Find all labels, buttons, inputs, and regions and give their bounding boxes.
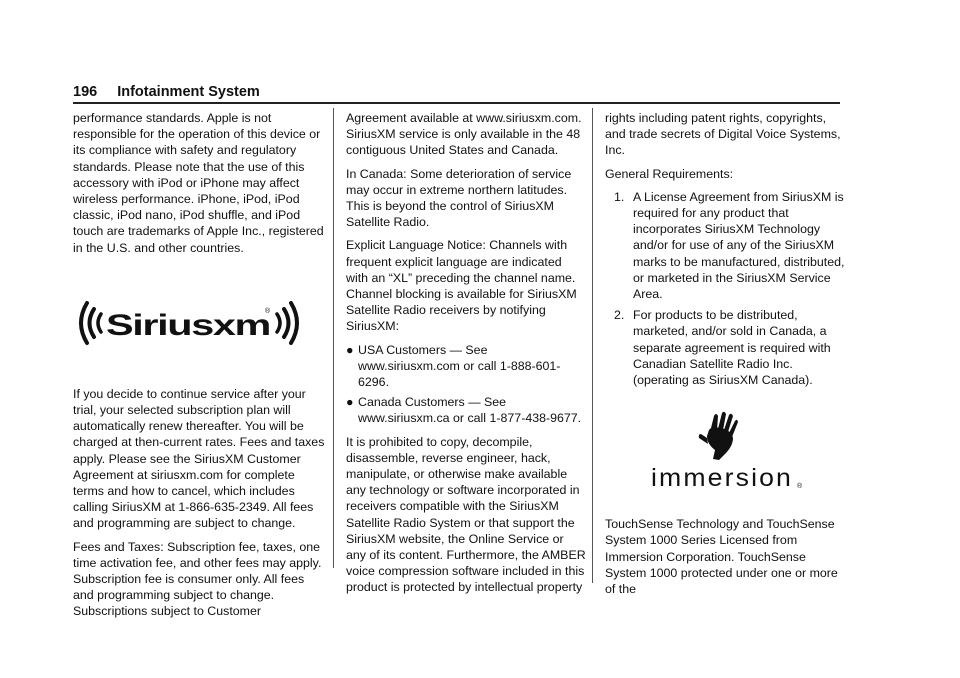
- requirements-list: [605, 189, 845, 388]
- svg-text:®: ®: [797, 483, 803, 491]
- paragraph: In Canada: Some deterioration of service may occur in extreme northern latitudes. This is beyond the control of SiriusXM Satellite Radio.: [346, 166, 572, 230]
- siriusxm-logo: [73, 294, 325, 352]
- list-item: 1. A License Agreement from SiriusXM is required for any product that incorporates SiriusXM Technology and/or for use of any of the SiriusXM marks to be manufactured, distributed, or marketed in the SiriusXM Service Area.: [614, 189, 845, 302]
- page-number: 196: [73, 84, 98, 100]
- bullet-icon: ●: [346, 342, 354, 357]
- column-1: [73, 110, 325, 627]
- bullet-list: [346, 342, 586, 427]
- bullet-icon: ●: [346, 395, 354, 410]
- paragraph: If you decide to continue service after your trial, your selected subscription plan will automatically renew thereafter. You will be charged at then-current rates. Fees and taxes apply. Please see the SiriusXM Customer Agreement at siriusxm.com for complete terms and how to cancel, which includes calling SiriusXM at 1-866-635-2349. All fees and programming are subject to change.: [73, 386, 325, 531]
- siriusxm-logo-text: Siriusxm: [106, 308, 270, 342]
- paragraph: performance standards. Apple is not responsible for the operation of this device or its compliance with safety and regulatory standards. Please note that the use of this accessory with iPod or iPhone may affect wireless performance. iPhone, iPod, iPod classic, iPod nano, iPod shuffle, and iPod touch are trademarks of Apple Inc., registered in the U.S. and other countries.: [73, 111, 324, 255]
- immersion-hand-icon: [641, 410, 809, 492]
- paragraph: Agreement available at www.siriusxm.com. SiriusXM service is only available in the 48 contiguous United States and Canada.: [346, 111, 582, 158]
- paragraph: It is prohibited to copy, decompile, disassemble, reverse engineer, hack, manipulate, or otherwise make available any technology or software incorporated in receivers compatible with the SiriusXM Satellite Radio System or that support the SiriusXM website, the Online Service or any of its content. Furthermore, the AMBER voice compression software included in this product is protected by intellectual property: [346, 434, 586, 595]
- paragraph: General Requirements:: [605, 166, 734, 181]
- list-item: ● Canada Customers — See www.siriusxm.ca or call 1-877-438-9677.: [346, 395, 582, 426]
- column-2: [346, 110, 586, 603]
- list-item: ● USA Customers — See www.siriusxm.com or call 1-888-601-6296.: [346, 342, 561, 390]
- column-divider: [333, 108, 334, 568]
- list-number: 2.: [614, 308, 625, 323]
- immersion-logo: [605, 410, 845, 492]
- list-item: 2. For products to be distributed, marketed, and/or sold in Canada, a separate agreement is required with Canadian Satellite Radio Inc. (operating as SiriusXM Canada).: [614, 308, 831, 388]
- immersion-logo-text: immersion: [651, 464, 793, 493]
- page-header: [73, 84, 260, 100]
- svg-text:®: ®: [265, 307, 271, 315]
- list-number: 1.: [614, 189, 625, 204]
- column-divider: [592, 108, 593, 583]
- paragraph: rights including patent rights, copyrights, and trade secrets of Digital Voice Systems, Inc.: [605, 111, 841, 158]
- paragraph: Fees and Taxes: Subscription fee, taxes, one time activation fee, and other fees may apply. Subscription fee is consumer only. All fees and programming subject to change. Subscriptions subject to Customer: [73, 539, 322, 619]
- siriusxm-logo-icon: [73, 297, 305, 349]
- section-title: Infotainment System: [117, 84, 260, 100]
- header-rule: [73, 102, 840, 104]
- paragraph: Explicit Language Notice: Channels with frequent explicit language are indicated with an “XL” preceding the channel name. Channel blocking is available for SiriusXM Satellite Radio receivers by notifying SiriusXM:: [346, 238, 577, 334]
- paragraph: TouchSense Technology and TouchSense System 1000 Series Licensed from Immersion Corporation. TouchSense System 1000 protected under one or more of the: [605, 517, 838, 597]
- column-3: [605, 110, 845, 604]
